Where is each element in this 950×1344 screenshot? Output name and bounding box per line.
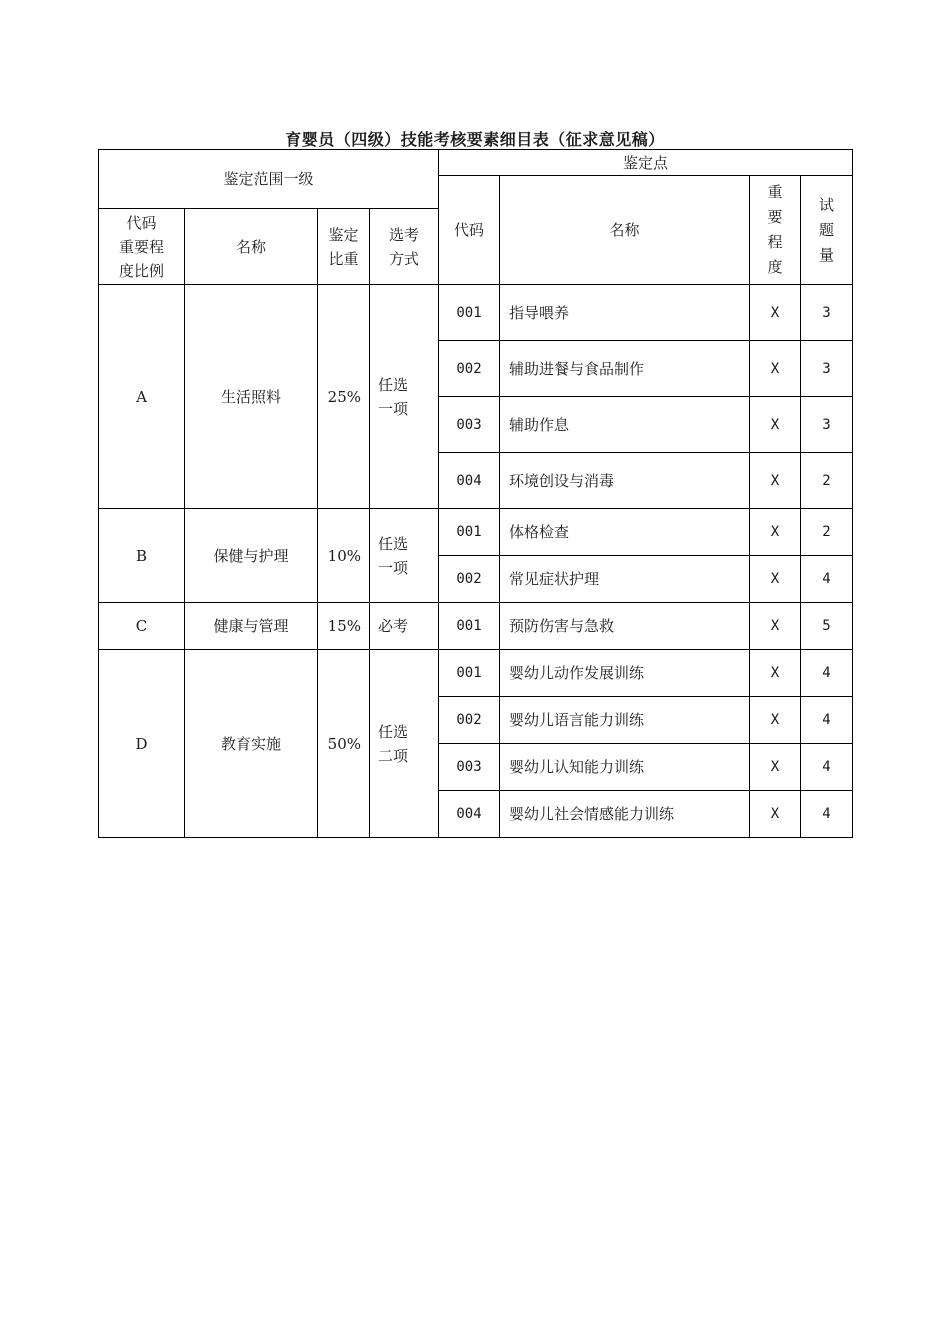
point-name: 婴幼儿认知能力训练 [500, 744, 750, 791]
importance: X [750, 509, 801, 556]
question-count: 5 [801, 603, 853, 650]
point-name: 预防伤害与急救 [500, 603, 750, 650]
point-code: 001 [439, 285, 500, 341]
table-row [99, 509, 853, 556]
header-selection-mode: 选考 方式 [370, 209, 439, 285]
header-weight: 鉴定 比重 [318, 209, 370, 285]
point-name: 常见症状护理 [500, 556, 750, 603]
importance: X [750, 603, 801, 650]
header-point-name: 名称 [500, 176, 750, 285]
selection-mode: 任选 二项 [370, 650, 439, 838]
point-code: 002 [439, 556, 500, 603]
importance: X [750, 556, 801, 603]
point-code: 001 [439, 650, 500, 697]
table-row [99, 650, 853, 697]
question-count: 4 [801, 744, 853, 791]
selection-mode: 任选 一项 [370, 285, 439, 509]
importance: X [750, 650, 801, 697]
question-count: 2 [801, 453, 853, 509]
importance: X [750, 285, 801, 341]
point-name: 婴幼儿动作发展训练 [500, 650, 750, 697]
point-name: 婴幼儿社会情感能力训练 [500, 791, 750, 838]
assessment-table [98, 149, 853, 838]
point-code: 002 [439, 341, 500, 397]
point-code: 003 [439, 397, 500, 453]
point-code: 002 [439, 697, 500, 744]
header-scope-code: 代码 重要程 度比例 [99, 209, 185, 285]
importance: X [750, 791, 801, 838]
scope-weight: 25% [318, 285, 370, 509]
scope-name: 教育实施 [185, 650, 318, 838]
importance: X [750, 453, 801, 509]
point-name: 体格检查 [500, 509, 750, 556]
point-name: 婴幼儿语言能力训练 [500, 697, 750, 744]
question-count: 4 [801, 697, 853, 744]
point-name: 辅助作息 [500, 397, 750, 453]
point-code: 004 [439, 791, 500, 838]
document-title: 育婴员（四级）技能考核要素细目表（征求意见稿） [285, 130, 665, 149]
point-code: 003 [439, 744, 500, 791]
point-code: 004 [439, 453, 500, 509]
point-name: 环境创设与消毒 [500, 453, 750, 509]
question-count: 2 [801, 509, 853, 556]
point-name: 指导喂养 [500, 285, 750, 341]
header-importance: 重 要 程 度 [750, 176, 801, 285]
scope-code: B [99, 509, 185, 603]
question-count: 4 [801, 791, 853, 838]
importance: X [750, 397, 801, 453]
scope-code: A [99, 285, 185, 509]
question-count: 3 [801, 341, 853, 397]
question-count: 3 [801, 285, 853, 341]
scope-weight: 10% [318, 509, 370, 603]
question-count: 4 [801, 650, 853, 697]
importance: X [750, 744, 801, 791]
scope-code: C [99, 603, 185, 650]
scope-name: 健康与管理 [185, 603, 318, 650]
importance: X [750, 697, 801, 744]
scope-weight: 50% [318, 650, 370, 838]
selection-mode: 任选 一项 [370, 509, 439, 603]
point-code: 001 [439, 603, 500, 650]
selection-mode: 必考 [370, 603, 439, 650]
header-point-group: 鉴定点 [439, 150, 853, 176]
point-name: 辅助进餐与食品制作 [500, 341, 750, 397]
scope-name: 保健与护理 [185, 509, 318, 603]
table-row [99, 285, 853, 341]
scope-name: 生活照料 [185, 285, 318, 509]
scope-code: D [99, 650, 185, 838]
header-point-code: 代码 [439, 176, 500, 285]
header-scope-group: 鉴定范围一级 [99, 150, 439, 209]
table-row [99, 603, 853, 650]
point-code: 001 [439, 509, 500, 556]
importance: X [750, 341, 801, 397]
scope-weight: 15% [318, 603, 370, 650]
question-count: 3 [801, 397, 853, 453]
header-scope-name: 名称 [185, 209, 318, 285]
question-count: 4 [801, 556, 853, 603]
header-question-count: 试 题 量 [801, 176, 853, 285]
